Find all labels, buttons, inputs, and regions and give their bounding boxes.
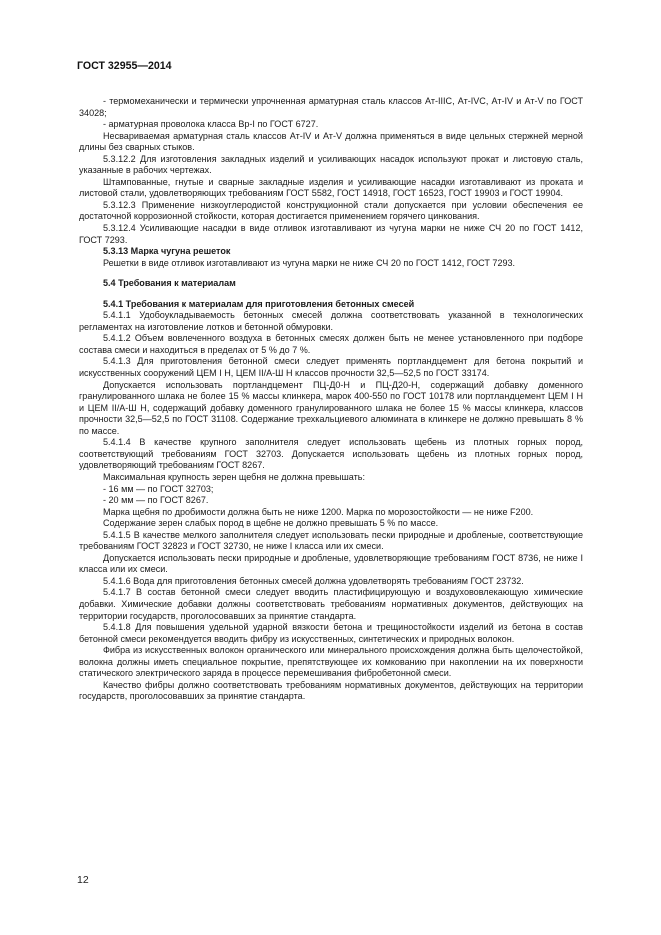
paragraph: Решетки в виде отливок изготавливают из чугуна марки не ниже СЧ 20 по ГОСТ 1412, ГОСТ 7293. <box>103 257 516 268</box>
paragraph: 5.3.12.3 Применение низкоуглеродистой конструкционной стали допускается при условии обеспечения ее достаточной коррозионной стойкости, которая достигается применением горячего цинкования. <box>79 199 583 222</box>
paragraph: - термомеханически и термически упрочненная арматурная сталь классов Ат-IIIC, Ат-IVC, Ат-IV и Ат-V по ГОСТ 34028; <box>79 96 583 118</box>
paragraph: Допускается использовать пески природные и дробленые, удовлетворяющие требованиям ГОСТ 8736, не ниже I класса или их смеси. <box>79 552 583 575</box>
paragraph: Марка щебня по дробимости должна быть не ниже 1200. Марка по морозостойкости — не ниже F200. <box>103 506 534 517</box>
section-heading: 5.4 Требования к материалам <box>103 278 236 289</box>
paragraph: Качество фибры должно соответствовать требованиям нормативных документов, действующих на территории государств, проголосовавших за принятие стандарта. <box>79 679 583 702</box>
paragraph: 5.4.1.4 В качестве крупного заполнителя следует использовать щебень из плотных горных пород, соответствующий требованиям ГОСТ 32703. Допускается использовать щебень из плотных горных пород, удовлетворяющий требованиям ГОСТ 8267. <box>79 437 583 471</box>
paragraph: 5.4.1.5 В качестве мелкого заполнителя следует использовать пески природные и дробленые, соответствующие требованиям ГОСТ 32823 и ГОСТ 32730, не ниже I класса или их смеси. <box>79 529 583 552</box>
section-heading: 5.3.13 Марка чугуна решеток <box>103 246 231 257</box>
paragraph: Штампованные, гнутые и сварные закладные изделия и усиливающие насадки изготавливают из проката и листовой стали, удовлетворяющих требованиям ГОСТ 5582, ГОСТ 14918, ГОСТ 16523, ГОСТ 19903 и ГОСТ 19904. <box>79 176 583 199</box>
spacer <box>79 269 583 278</box>
paragraph: Несвариваемая арматурная сталь классов Ат-IV и Ат-V должна применяться в виде цельных стержней мерной длины без сварных стыков. <box>79 130 583 153</box>
page-header-doc-id: ГОСТ 32955—2014 <box>77 60 172 72</box>
page-number: 12 <box>77 874 89 886</box>
spacer <box>79 290 583 299</box>
paragraph: 5.4.1.7 В состав бетонной смеси следует вводить пластифицирующую и воздухововлекающую химические добавки. Химические добавки должны соответствовать требованиям нормативных документов, действующих на территории государств, проголосовавших за принятие стандарта. <box>79 587 583 621</box>
section-heading: 5.4.1 Требования к материалам для приготовления бетонных смесей <box>103 298 415 309</box>
list-item: - 16 мм — по ГОСТ 32703; <box>103 483 214 494</box>
paragraph: 5.3.12.4 Усиливающие насадки в виде отливок изготавливают из чугуна марки не ниже СЧ 20 по ГОСТ 1412, ГОСТ 7293. <box>79 223 583 245</box>
document-body <box>79 96 583 703</box>
paragraph: 5.4.1.1 Удобоукладываемость бетонных смесей должна соответствовать указанной в технологических регламентах на изготовление лотков и бетонной обмуровки. <box>79 310 583 332</box>
paragraph: Содержание зерен слабых пород в щебне не должно превышать 5 % по массе. <box>103 518 439 529</box>
paragraph: 5.4.1.2 Объем вовлеченного воздуха в бетонных смесях должен быть не менее установленного при подборе состава смеси и находиться в пределах от 5 % до 7 %. <box>79 333 583 355</box>
paragraph: Максимальная крупность зерен щебня не должна превышать: <box>103 471 365 482</box>
paragraph: 5.4.1.3 Для приготовления бетонной смеси следует применять портландцемент для бетона покрытий и искусственных сооружений ЦЕМ I Н, ЦЕМ II/А-Ш Н классов прочности 32,5—52,5 по ГОСТ 33174. <box>79 356 583 379</box>
paragraph: 5.3.12.2 Для изготовления закладных изделий и усиливающих насадок используют прокат и листовую сталь, указанные в рабочих чертежах. <box>79 153 583 176</box>
paragraph: Фибра из искусственных волокон органического или минерального происхождения должна быть щелочестойкой, волокна должны иметь специальное покрытие, препятствующее их комкованию при накоплении на их поверхности статического электрического заряда в процессе перемешивания фибробетонной смеси. <box>79 645 583 679</box>
paragraph: - арматурная проволока класса Вр-I по ГОСТ 6727. <box>103 119 319 130</box>
paragraph: Допускается использовать портландцемент ПЦ-Д0-Н и ПЦ-Д20-Н, содержащий добавку доменного гранулированного шлака не более 15 % массы клинкера, марок 400-550 по ГОСТ 10178 или портландцемент ЦЕМ I Н и ЦЕМ II/А-Ш Н, содержащий добавку доменного гранулированного шлака не более 15 % массы клинкера, классов прочности 32,5—52,5 по ГОСТ 31108. Содержание трехкальциевого алюмината в клинкере не должно превышать 8 % по массе. <box>79 379 583 436</box>
paragraph: 5.4.1.6 Вода для приготовления бетонных смесей должна удовлетворять требованиям ГОСТ 23732. <box>103 575 524 586</box>
list-item: - 20 мм — по ГОСТ 8267. <box>103 495 209 506</box>
paragraph: 5.4.1.8 Для повышения удельной ударной вязкости бетона и трещиностойкости изделий из бетона в состав бетонной смеси рекомендуется вводить фибру из искусственных, синтетических и природных волокон. <box>79 622 583 644</box>
